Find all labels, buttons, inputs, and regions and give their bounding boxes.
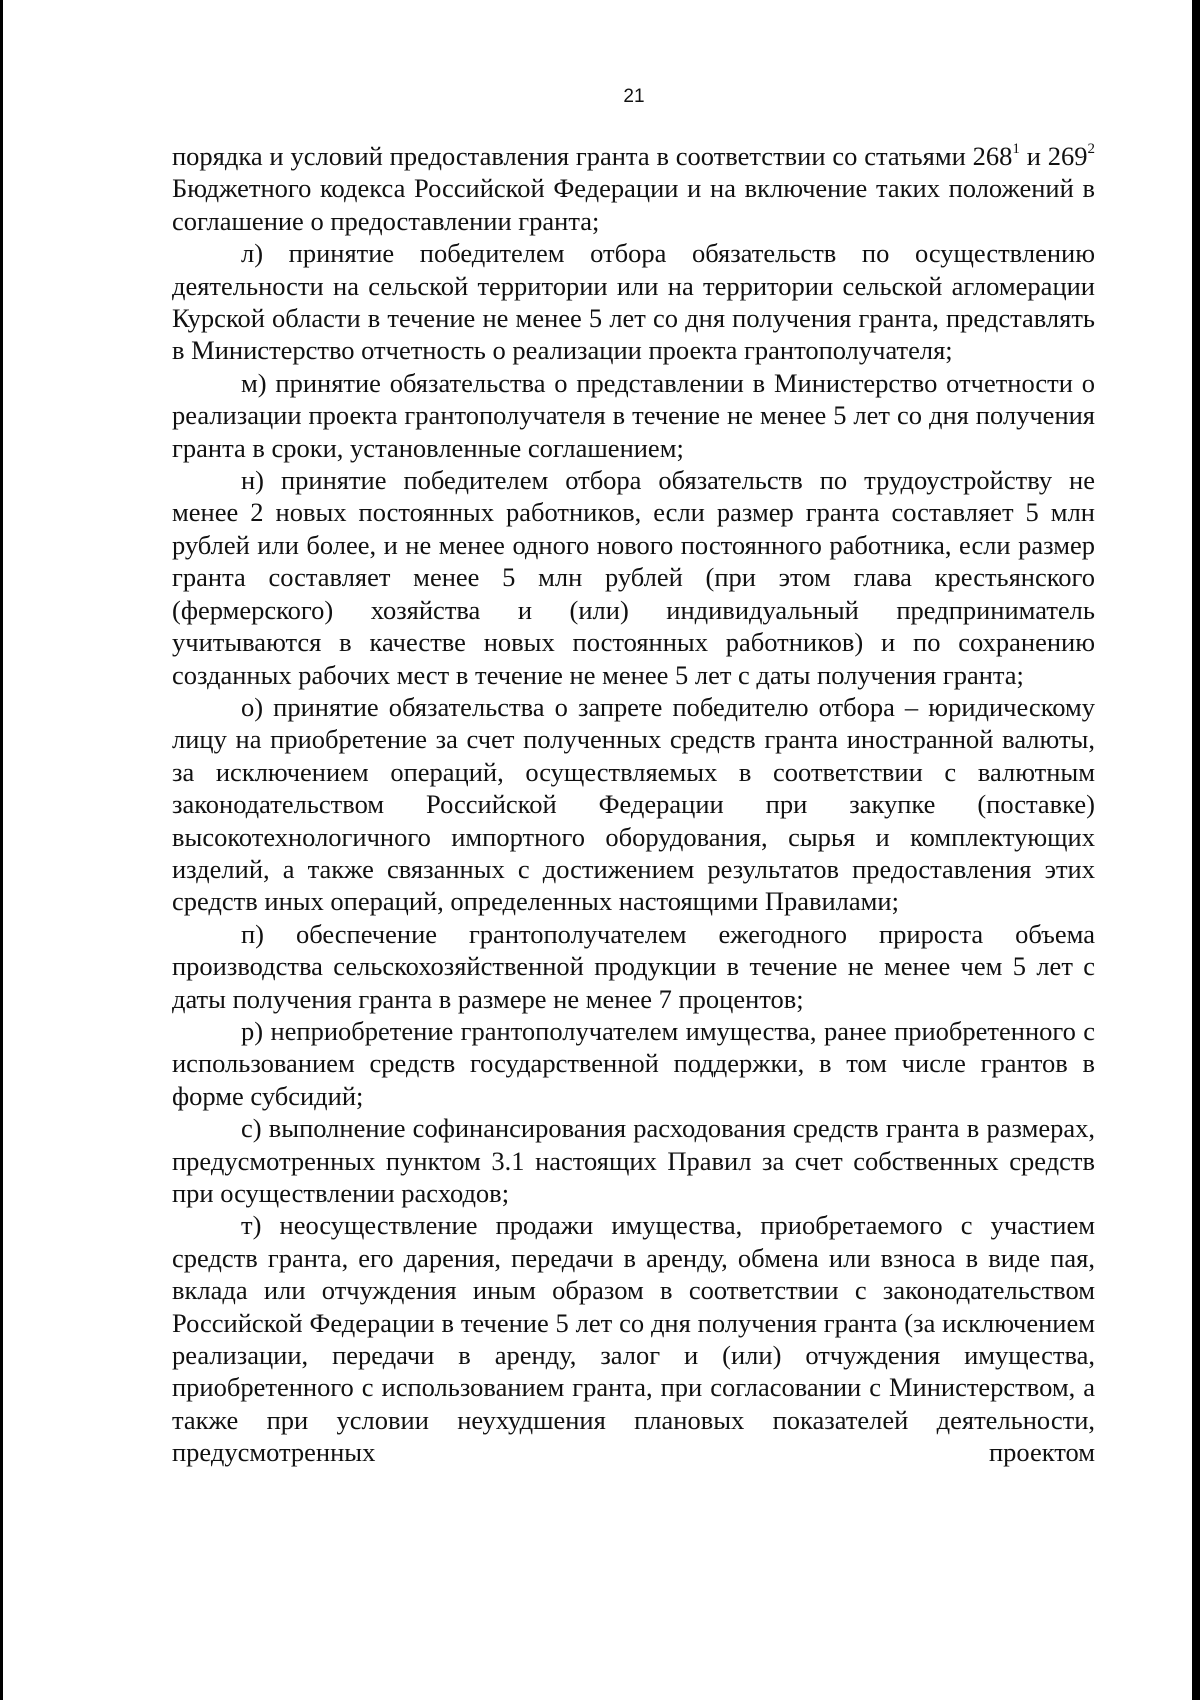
paragraph-p: п) обеспечение грантополучателем ежегодного прироста объема производства сельскохозяйственной продукции в течение не менее чем 5 лет с даты получения гранта в размере не менее 7 процентов; bbox=[172, 918, 1095, 1014]
paragraph-t: т) неосуществление продажи имущества, приобретаемого с участием средств гранта, его дарения, передачи в аренду, обмена или взноса в виде пая, вклада или отчуждения иным образом в соответствии с законодательством Российской Федерации в течение 5 лет со дня получения гранта (за исключением реализации, передачи в аренду, залог и (или) отчуждения имущества, приобретенного с использованием гранта, при согласовании с Министерством, а также при условии неухудшения плановых показателей деятельности, предусмотренных проектом bbox=[172, 1210, 1095, 1468]
paragraph-n: н) принятие победителем отбора обязательств по трудоустройству не менее 2 новых постоянных работников, если размер гранта составляет 5 млн рублей или более, и не менее одного нового постоянного работника, если размер гранта составляет менее 5 млн рублей (при этом глава крестьянского (фермерского) хозяйства и (или) индивидуальный предприниматель учитываются в качестве новых постоянных работников) и по сохранению созданных рабочих мест в течение не менее 5 лет с даты получения гранта; bbox=[172, 465, 1095, 690]
scan-edge-left bbox=[0, 0, 3, 1700]
paragraph-r: р) неприобретение грантополучателем имущества, ранее приобретенного с использованием средств государственной поддержки, в том числе грантов в форме субсидий; bbox=[172, 1015, 1095, 1111]
superscript: 1 bbox=[1012, 141, 1020, 158]
paragraph-l: л) принятие победителем отбора обязательств по осуществлению деятельности на сельской территории или на территории сельской агломерации Курской области в течение не менее 5 лет со дня получения гранта, представлять в Министерство отчетность о реализации проекта грантополучателя; bbox=[172, 238, 1095, 366]
paragraph-text: порядка и условий предоставления гранта в соответствии со статьями 268 bbox=[172, 141, 1013, 171]
paragraph-text: Бюджетного кодекса Российской Федерации и на включение таких положений в соглашение о предоставлении гранта; bbox=[172, 173, 1095, 236]
paragraph-continuation bbox=[172, 140, 1095, 237]
page-number: 21 bbox=[623, 86, 645, 107]
paragraph-text: и 269 bbox=[1019, 141, 1088, 171]
document-body bbox=[172, 140, 1095, 1469]
paragraph-s: с) выполнение софинансирования расходования средств гранта в размерах, предусмотренных пунктом 3.1 настоящих Правил за счет собственных средств при осуществлении расходов; bbox=[172, 1113, 1095, 1208]
superscript: 2 bbox=[1087, 141, 1095, 158]
paragraph-m: м) принятие обязательства о представлении в Министерство отчетности о реализации проекта грантополучателя в течение не менее 5 лет со дня получения гранта в сроки, установленные соглашением; bbox=[172, 367, 1095, 463]
paragraph-o: о) принятие обязательства о запрете победителю отбора – юридическому лицу на приобретение за счет полученных средств гранта иностранной валюты, за исключением операций, осуществляемых в соответствии с валютным законодательством Российской Федерации при закупке (поставке) высокотехнологичного импортного оборудования, сырья и комплектующих изделий, а также связанных с достижением результатов предоставления этих средств иных операций, определенных настоящими Правилами; bbox=[172, 691, 1095, 917]
scan-edge-right bbox=[1192, 0, 1200, 1700]
